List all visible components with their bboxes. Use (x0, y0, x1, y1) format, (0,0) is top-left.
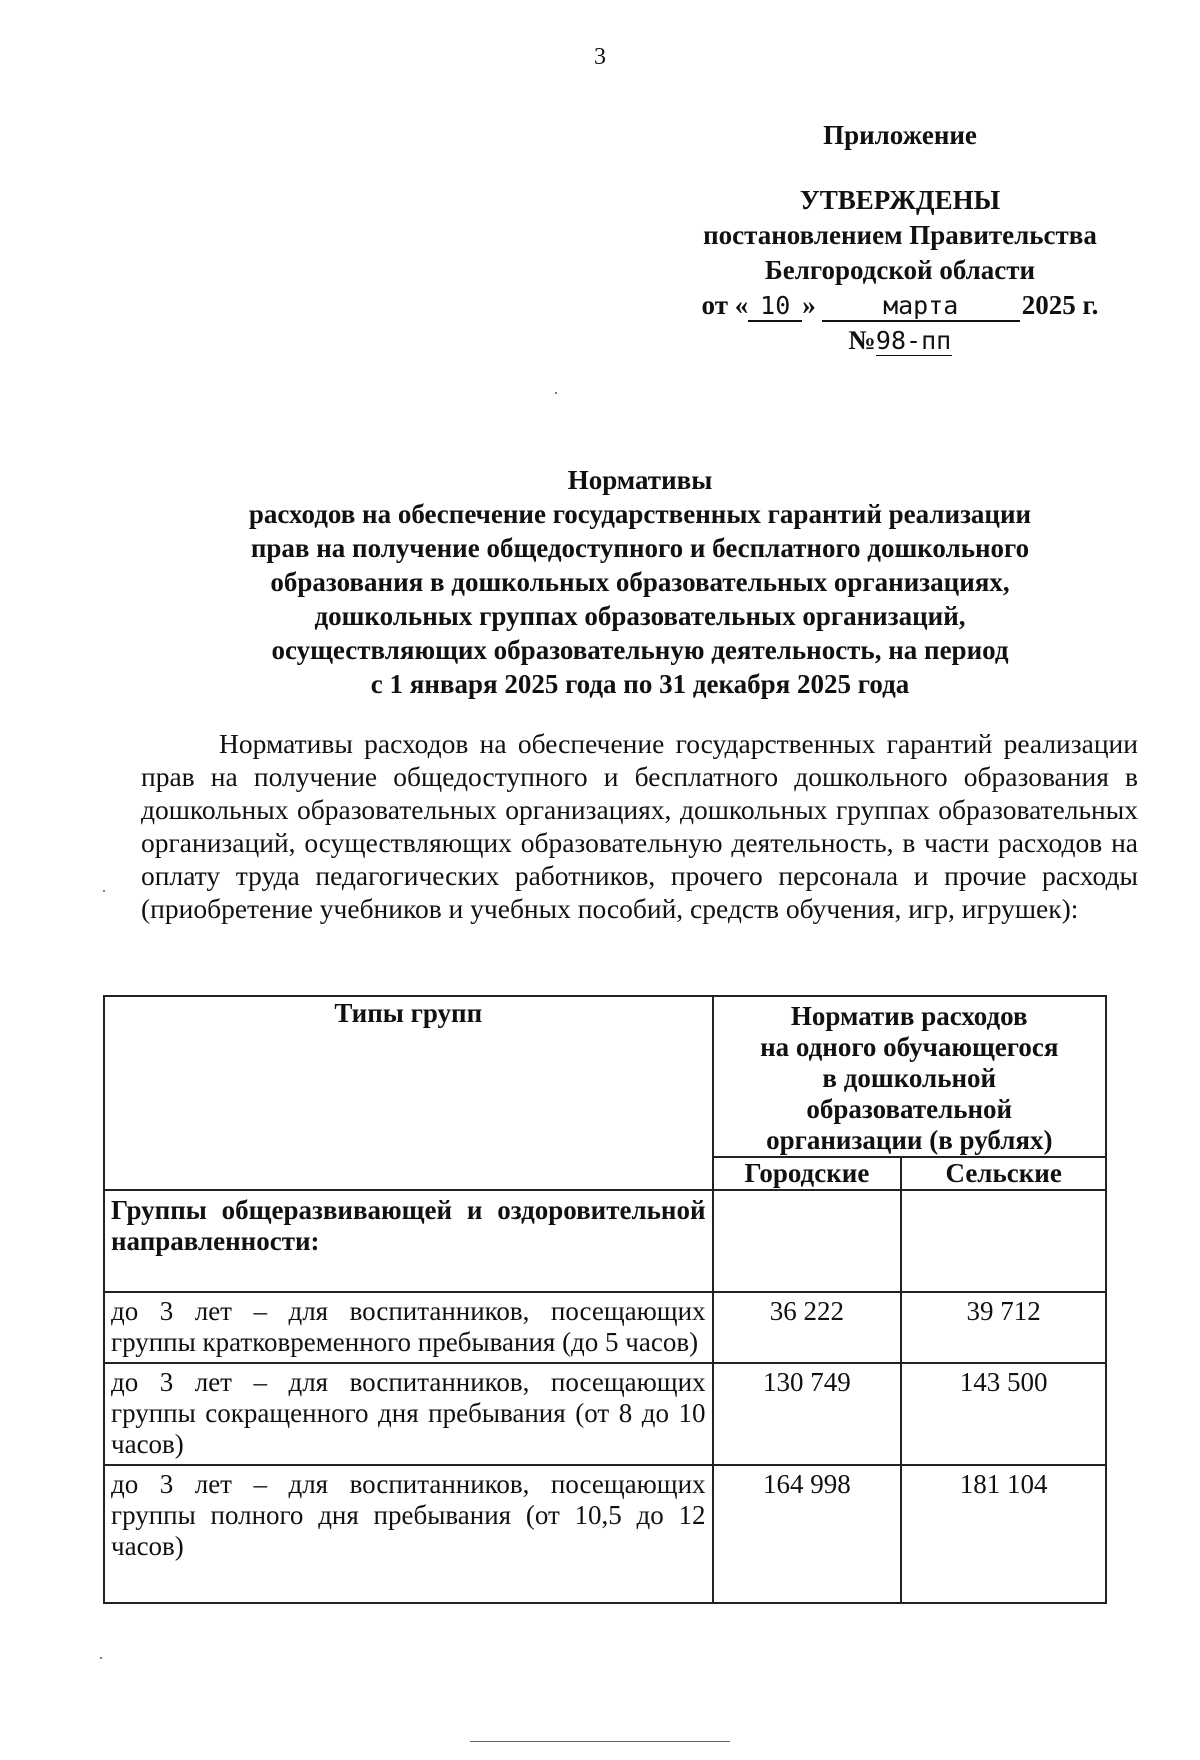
document-title (140, 463, 1140, 701)
rural-value: 181 104 (901, 1465, 1106, 1603)
approval-block (680, 118, 1120, 358)
row-label: до 3 лет – для воспитанников, посещающих группы сокращенного дня пребывания (от 8 до 10 часов) (104, 1363, 713, 1465)
rural-value: 39 712 (901, 1292, 1106, 1363)
intro-paragraph: Нормативы расходов на обеспечение государственных гарантий реализации прав на получение общедоступного и бесплатного дошкольного образования в дошкольных образовательных организациях, дошкольных группах образовательных организаций, осуществляющих образовательную деятельность, в части расходов на оплату труда педагогических работников, прочего персонала и прочие расходы (приобретение учебников и учебных пособий, средств обучения, игр, игрушек): (141, 728, 1138, 924)
title-line: прав на получение общедоступного и бесплатного дошкольного (250, 533, 1030, 563)
empty-cell (901, 1190, 1106, 1292)
approval-date (680, 288, 1120, 323)
issuer-line-2: Белгородской области (764, 255, 1036, 285)
title-line: осуществляющих образовательную деятельность, на период (271, 635, 1009, 665)
scan-speck (103, 890, 105, 892)
date-prefix: от « (701, 290, 749, 320)
urban-value: 164 998 (713, 1465, 902, 1603)
appendix-label: Приложение (823, 120, 977, 150)
norm-header-line: Норматив расходов (790, 1001, 1028, 1031)
date-mid: » (802, 290, 816, 320)
date-day: 10 (748, 292, 802, 322)
scan-speck (555, 392, 557, 394)
title-line: образования в дошкольных образовательных организациях, (270, 567, 1010, 597)
row-label: до 3 лет – для воспитанников, посещающих группы полного дня пребывания (от 10,5 до 12 часов) (104, 1465, 713, 1603)
norm-header-line: на одного обучающегося (760, 1032, 1059, 1062)
table-row (104, 1465, 1106, 1603)
page-number: 3 (594, 44, 606, 70)
footer-rule (470, 1741, 730, 1742)
norm-header-line: образовательной (806, 1094, 1013, 1124)
scan-speck (100, 1657, 102, 1659)
column-header-rural: Сельские (901, 1157, 1106, 1190)
column-header-group-types: Типы групп (104, 996, 713, 1190)
norm-header-line: организации (в рублях) (766, 1125, 1053, 1155)
title-line: с 1 января 2025 года по 31 декабря 2025 года (370, 669, 910, 699)
approved-label: УТВЕРЖДЕНЫ (799, 185, 1001, 215)
date-month: марта (822, 292, 1020, 322)
title-heading: Нормативы (567, 465, 713, 495)
urban-value: 130 749 (713, 1363, 902, 1465)
issuer-line-1: постановлением Правительства (703, 220, 1097, 250)
approval-number (680, 323, 1120, 358)
group-title: Группы общеразвивающей и оздоровительной направленности: (104, 1190, 713, 1292)
rural-value: 143 500 (901, 1363, 1106, 1465)
empty-cell (713, 1190, 902, 1292)
title-line: расходов на обеспечение государственных гарантий реализации (248, 499, 1032, 529)
table-row (104, 1363, 1106, 1465)
table-row (104, 1292, 1106, 1363)
urban-value: 36 222 (713, 1292, 902, 1363)
norms-table (103, 995, 1107, 1604)
row-label: до 3 лет – для воспитанников, посещающих группы кратковременного пребывания (до 5 часов) (104, 1292, 713, 1363)
title-line: дошкольных группах образовательных организаций, (314, 601, 966, 631)
date-year: 2025 г. (1021, 290, 1099, 320)
column-header-norm (713, 996, 1106, 1157)
number-value: 98-пп (875, 326, 952, 355)
number-prefix: № (848, 325, 876, 355)
table-group-row (104, 1190, 1106, 1292)
table-header-row (104, 996, 1106, 1157)
column-header-urban: Городские (713, 1157, 902, 1190)
norm-header-line: в дошкольной (822, 1063, 997, 1093)
